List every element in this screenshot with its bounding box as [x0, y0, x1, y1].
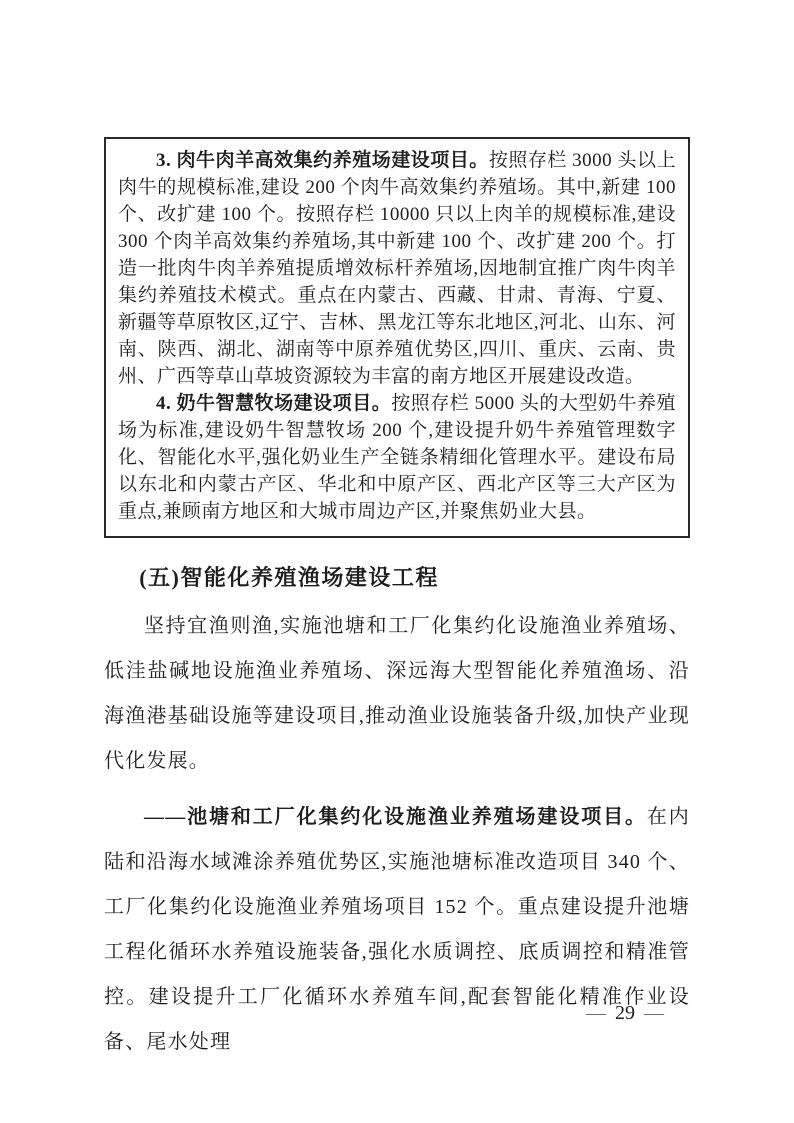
page-number-left-dash: — — [586, 1002, 606, 1024]
box-paragraph-4-body: 按照存栏 5000 头的大型奶牛养殖场为标准,建设奶牛智慧牧场 200 个,建设提升奶牛养殖管理数字化、智能化水平,强化奶业生产全链条精细化管理水平。建设布局以东北和内蒙古产区、华北和中原产区、西北产区等三大产区为重点,兼顾南方地区和大城市周边产区,并聚焦奶业大县。 — [118, 393, 676, 522]
page-number-right-dash: — — [644, 1002, 664, 1024]
box-paragraph-4-lead: 4. 奶牛智慧牧场建设项目。 — [156, 393, 392, 414]
section-heading: (五)智能化养殖渔场建设工程 — [139, 565, 439, 590]
box-paragraph-3-body: 按照存栏 3000 头以上肉牛的规模标准,建设 200 个肉牛高效集约养殖场。其中,新建 100 个、改扩建 100 个。按照存栏 10000 只以上肉羊的规模标准,建设 300 个肉羊高效集约养殖场,其中新建 100 个、改扩建 200 个。打造一批肉牛肉羊养殖提质增效标杆养殖场,因地制宜推广肉牛肉羊集约养殖技术模式。重点在内蒙古、西藏、甘肃、青海、宁夏、新疆等草原牧区,辽宁、吉林、黑龙江等东北地区,河北、山东、河南、陕西、湖北、湖南等中原养殖优势区,四川、重庆、云南、贵州、广西等草山草坡资源较为丰富的南方地区开展建设改造。 — [118, 150, 676, 387]
section-paragraph-1-body: 坚持宜渔则渔,实施池塘和工厂化集约化设施渔业养殖场、低洼盐碱地设施渔业养殖场、深远海大型智能化养殖渔场、沿海渔港基础设施等建设项目,推动渔业设施装备升级,加快产业现代化发展。 — [104, 615, 690, 772]
page-number — [577, 1002, 673, 1025]
page-number-value: 29 — [615, 1002, 635, 1024]
box-paragraph-4 — [118, 390, 676, 525]
bordered-text-box — [104, 137, 690, 538]
section-paragraph-1 — [104, 604, 690, 784]
box-paragraph-3-lead: 3. 肉牛肉羊高效集约养殖场建设项目。 — [156, 150, 489, 171]
section-paragraph-2-lead: ——池塘和工厂化集约化设施渔业养殖场建设项目。 — [144, 806, 647, 828]
box-paragraph-3 — [118, 147, 676, 390]
section-paragraph-2-body: 在内陆和沿海水域滩涂养殖优势区,实施池塘标准改造项目 340 个、工厂化集约化设施渔业养殖场项目 152 个。重点建设提升池塘工程化循环水养殖设施装备,强化水质调控、底质调控和精准管控。建设提升工厂化循环水养殖车间,配套智能化精准作业设备、尾水处理 — [104, 806, 690, 1053]
